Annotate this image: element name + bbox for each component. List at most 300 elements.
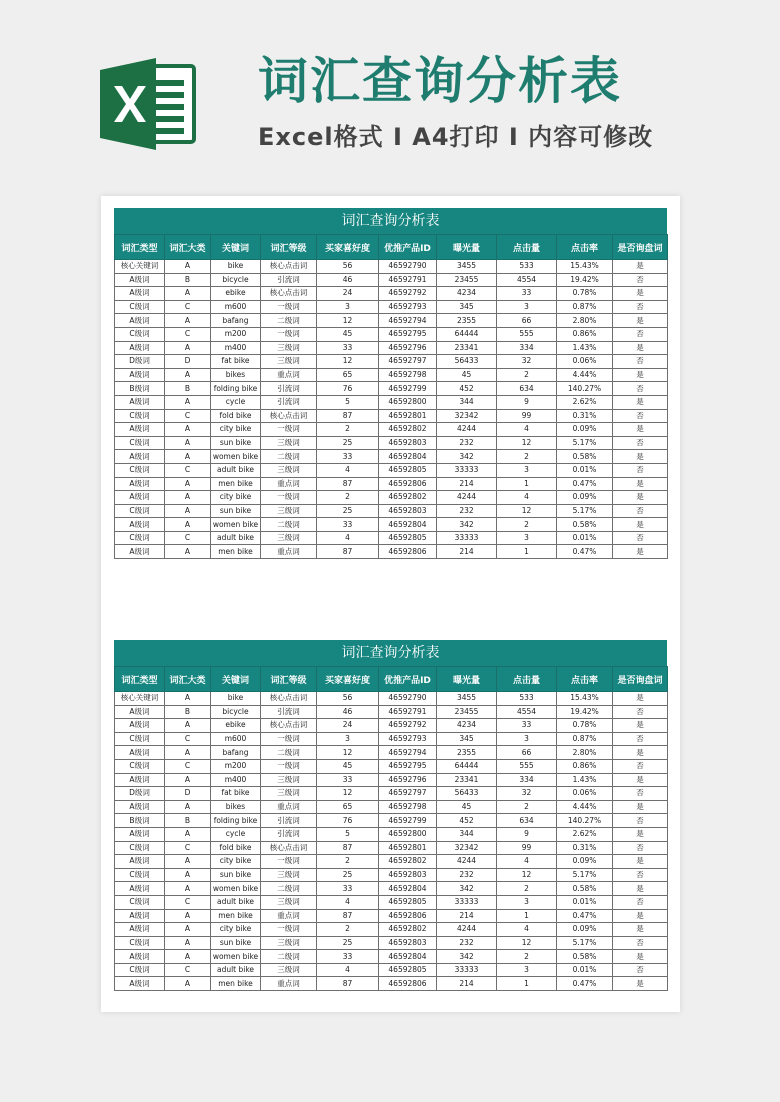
table-cell: A	[165, 504, 211, 518]
table-cell: C级词	[115, 732, 165, 746]
table-cell: 345	[437, 732, 497, 746]
table-cell: C级词	[115, 963, 165, 977]
table-cell: 24	[317, 287, 379, 301]
table-cell: 45	[437, 800, 497, 814]
table-cell: adult bike	[211, 963, 261, 977]
table-cell: 否	[613, 787, 668, 801]
table-cell: 是	[613, 395, 668, 409]
table-cell: 87	[317, 841, 379, 855]
table-cell: 否	[613, 463, 668, 477]
table-cell: B	[165, 273, 211, 287]
table-cell: 2355	[437, 314, 497, 328]
table-cell: A	[165, 909, 211, 923]
table-cell: 4234	[437, 719, 497, 733]
table-cell: A	[165, 491, 211, 505]
table-cell: m600	[211, 732, 261, 746]
table-cell: 0.01%	[557, 963, 613, 977]
table-cell: 4	[497, 491, 557, 505]
table-cell: 4	[317, 963, 379, 977]
table-cell: m400	[211, 773, 261, 787]
table-cell: 19.42%	[557, 705, 613, 719]
table-cell: 46592803	[379, 868, 437, 882]
table-cell: A	[165, 950, 211, 964]
table-cell: 66	[497, 314, 557, 328]
table-row	[115, 436, 668, 450]
table-cell: 46592800	[379, 395, 437, 409]
table-row	[115, 909, 668, 923]
table-row	[115, 692, 668, 706]
table-cell: 2	[497, 450, 557, 464]
table-cell: 232	[437, 504, 497, 518]
table-cell: 0.47%	[557, 977, 613, 991]
table-row	[115, 327, 668, 341]
table-cell: 87	[317, 545, 379, 559]
table-row	[115, 841, 668, 855]
table-cell: A级词	[115, 395, 165, 409]
table-cell: A级词	[115, 773, 165, 787]
table-cell: 是	[613, 827, 668, 841]
table-cell: C级词	[115, 504, 165, 518]
table-cell: 重点词	[261, 977, 317, 991]
table-cell: 否	[613, 895, 668, 909]
table-cell: 0.87%	[557, 732, 613, 746]
table-row	[115, 950, 668, 964]
table-row	[115, 314, 668, 328]
table-cell: 0.78%	[557, 287, 613, 301]
table-cell: 25	[317, 868, 379, 882]
table-cell: adult bike	[211, 463, 261, 477]
table-cell: 4.44%	[557, 368, 613, 382]
table-cell: 是	[613, 909, 668, 923]
table-cell: C	[165, 895, 211, 909]
table-cell: 引流词	[261, 273, 317, 287]
column-header: 是否询盘词	[613, 235, 668, 260]
table-row	[115, 545, 668, 559]
table-cell: 33	[317, 518, 379, 532]
table-cell: 1	[497, 477, 557, 491]
table-cell: 0.86%	[557, 759, 613, 773]
table-cell: 334	[497, 773, 557, 787]
table-cell: 1.43%	[557, 773, 613, 787]
table-cell: 33333	[437, 963, 497, 977]
table-cell: A级词	[115, 800, 165, 814]
table-row	[115, 382, 668, 396]
table-cell: 一级词	[261, 923, 317, 937]
table-cell: 二级词	[261, 882, 317, 896]
table-cell: 12	[317, 355, 379, 369]
table-row	[115, 814, 668, 828]
table-cell: 是	[613, 423, 668, 437]
table-cell: men bike	[211, 909, 261, 923]
table-cell: A	[165, 423, 211, 437]
column-header: 关键词	[211, 235, 261, 260]
table-cell: 24	[317, 719, 379, 733]
column-header: 词汇大类	[165, 667, 211, 692]
table-cell: 45	[317, 327, 379, 341]
table-row	[115, 531, 668, 545]
table-cell: 0.09%	[557, 923, 613, 937]
table-cell: 5.17%	[557, 936, 613, 950]
table-cell: 4554	[497, 705, 557, 719]
table-cell: 33333	[437, 463, 497, 477]
table-cell: m200	[211, 759, 261, 773]
table-cell: A级词	[115, 705, 165, 719]
table-cell: 3	[317, 732, 379, 746]
table-cell: A	[165, 545, 211, 559]
table-cell: 三级词	[261, 436, 317, 450]
table-cell: 5.17%	[557, 504, 613, 518]
table-cell: 三级词	[261, 787, 317, 801]
table-cell: bafang	[211, 314, 261, 328]
table-cell: 2	[497, 518, 557, 532]
table-cell: 重点词	[261, 800, 317, 814]
table-cell: 是	[613, 450, 668, 464]
table-cell: A	[165, 936, 211, 950]
table-cell: folding bike	[211, 814, 261, 828]
table-cell: 三级词	[261, 895, 317, 909]
table-cell: 3	[497, 732, 557, 746]
table-cell: fat bike	[211, 355, 261, 369]
table-cell: 否	[613, 273, 668, 287]
table-cell: 46592803	[379, 936, 437, 950]
table	[114, 234, 668, 559]
table-cell: women bike	[211, 518, 261, 532]
table-row	[115, 409, 668, 423]
table-cell: 是	[613, 314, 668, 328]
table-cell: 重点词	[261, 368, 317, 382]
table-row	[115, 463, 668, 477]
table-cell: 一级词	[261, 491, 317, 505]
table-cell: A	[165, 773, 211, 787]
table-cell: 334	[497, 341, 557, 355]
table-cell: cycle	[211, 827, 261, 841]
table-cell: 33333	[437, 531, 497, 545]
table-cell: A级词	[115, 477, 165, 491]
table-body	[115, 260, 668, 559]
table-cell: C级词	[115, 936, 165, 950]
table-cell: A	[165, 719, 211, 733]
table-cell: 2	[497, 950, 557, 964]
table-cell: 140.27%	[557, 814, 613, 828]
table-cell: 核心点击词	[261, 719, 317, 733]
table-cell: 344	[437, 395, 497, 409]
table-cell: 46592805	[379, 463, 437, 477]
column-header: 优推产品ID	[379, 667, 437, 692]
table-cell: bike	[211, 692, 261, 706]
column-header: 点击率	[557, 667, 613, 692]
table-cell: 634	[497, 382, 557, 396]
table-cell: 三级词	[261, 341, 317, 355]
table-cell: A级词	[115, 882, 165, 896]
table-cell: 0.06%	[557, 355, 613, 369]
table-cell: C	[165, 300, 211, 314]
table-cell: 0.58%	[557, 518, 613, 532]
table-cell: 是	[613, 746, 668, 760]
table-cell: 三级词	[261, 868, 317, 882]
table-cell: 0.01%	[557, 895, 613, 909]
table-cell: 56433	[437, 355, 497, 369]
table-cell: 46592805	[379, 963, 437, 977]
table-cell: 0.31%	[557, 409, 613, 423]
table-cell: 232	[437, 436, 497, 450]
table-row	[115, 395, 668, 409]
table-cell: 56433	[437, 787, 497, 801]
table-row	[115, 732, 668, 746]
table-cell: 0.47%	[557, 909, 613, 923]
table-cell: 是	[613, 950, 668, 964]
table-cell: fold bike	[211, 409, 261, 423]
table-cell: A	[165, 923, 211, 937]
table-cell: B	[165, 382, 211, 396]
table-cell: 一级词	[261, 300, 317, 314]
table-cell: 46592804	[379, 950, 437, 964]
table-cell: 0.87%	[557, 300, 613, 314]
table-cell: 1	[497, 909, 557, 923]
table-cell: 345	[437, 300, 497, 314]
table-cell: 45	[437, 368, 497, 382]
table-cell: 46592799	[379, 814, 437, 828]
table-cell: 否	[613, 327, 668, 341]
table-cell: 一级词	[261, 732, 317, 746]
table-cell: 重点词	[261, 909, 317, 923]
table-cell: A	[165, 800, 211, 814]
table-cell: 46592805	[379, 895, 437, 909]
table-cell: B	[165, 705, 211, 719]
table-cell: 33	[317, 341, 379, 355]
table-cell: fold bike	[211, 841, 261, 855]
table-cell: 214	[437, 477, 497, 491]
table-cell: 45	[317, 759, 379, 773]
table-cell: 33	[317, 882, 379, 896]
table-cell: A级词	[115, 827, 165, 841]
table-cell: A级词	[115, 855, 165, 869]
table-cell: 46592790	[379, 260, 437, 274]
table-cell: 23341	[437, 341, 497, 355]
table-cell: 232	[437, 868, 497, 882]
table-cell: 76	[317, 382, 379, 396]
table-cell: A级词	[115, 518, 165, 532]
column-header: 词汇类型	[115, 235, 165, 260]
table-cell: 12	[497, 936, 557, 950]
table-cell: 4	[497, 423, 557, 437]
table-cell: 232	[437, 936, 497, 950]
table-cell: 2	[317, 491, 379, 505]
table-cell: 二级词	[261, 314, 317, 328]
table-cell: ebike	[211, 719, 261, 733]
table-cell: 2	[317, 423, 379, 437]
table-cell: C级词	[115, 868, 165, 882]
table-cell: men bike	[211, 977, 261, 991]
table-cell: 46592806	[379, 977, 437, 991]
table-cell: men bike	[211, 477, 261, 491]
table-cell: 4244	[437, 855, 497, 869]
table-cell: 核心关键词	[115, 692, 165, 706]
table-cell: adult bike	[211, 531, 261, 545]
table-cell: 三级词	[261, 963, 317, 977]
table-cell: 是	[613, 368, 668, 382]
table-cell: 15.43%	[557, 260, 613, 274]
table-row	[115, 450, 668, 464]
table-cell: A	[165, 260, 211, 274]
keyword-table-1	[114, 208, 667, 559]
table-cell: 核心点击词	[261, 841, 317, 855]
table-cell: 是	[613, 260, 668, 274]
table-cell: 65	[317, 368, 379, 382]
table-cell: 核心点击词	[261, 692, 317, 706]
table-row	[115, 868, 668, 882]
table-cell: 3	[497, 531, 557, 545]
table-cell: 99	[497, 409, 557, 423]
table-row	[115, 719, 668, 733]
table-cell: city bike	[211, 491, 261, 505]
table-cell: 46592806	[379, 909, 437, 923]
table-cell: A级词	[115, 273, 165, 287]
table-cell: fat bike	[211, 787, 261, 801]
table-cell: 342	[437, 450, 497, 464]
table-cell: A级词	[115, 545, 165, 559]
table-cell: 是	[613, 491, 668, 505]
table-cell: A级词	[115, 909, 165, 923]
table-cell: 4554	[497, 273, 557, 287]
table-cell: 46592802	[379, 923, 437, 937]
page-subtitle: Excel格式 I A4打印 I 内容可修改	[258, 123, 654, 151]
column-header: 词汇大类	[165, 235, 211, 260]
table-cell: sun bike	[211, 936, 261, 950]
column-header: 曝光量	[437, 667, 497, 692]
table-cell: 是	[613, 882, 668, 896]
table-cell: A级词	[115, 450, 165, 464]
table-cell: 46592805	[379, 531, 437, 545]
table-cell: bicycle	[211, 273, 261, 287]
table-cell: 12	[317, 314, 379, 328]
table-cell: 0.01%	[557, 531, 613, 545]
column-header: 关键词	[211, 667, 261, 692]
table-cell: 23455	[437, 273, 497, 287]
table-cell: 33	[317, 450, 379, 464]
table-cell: A	[165, 882, 211, 896]
table-cell: 46592804	[379, 882, 437, 896]
table-cell: 46592802	[379, 423, 437, 437]
table-cell: 4.44%	[557, 800, 613, 814]
table-cell: 46592802	[379, 855, 437, 869]
table-row	[115, 273, 668, 287]
table-cell: C	[165, 327, 211, 341]
table-cell: 25	[317, 936, 379, 950]
table-cell: women bike	[211, 950, 261, 964]
table-row	[115, 300, 668, 314]
table-cell: 0.31%	[557, 841, 613, 855]
table-cell: cycle	[211, 395, 261, 409]
table-cell: 5.17%	[557, 868, 613, 882]
table-cell: 0.09%	[557, 423, 613, 437]
table-cell: 555	[497, 759, 557, 773]
table-cell: 87	[317, 909, 379, 923]
table-cell: 是	[613, 287, 668, 301]
table-cell: 3	[317, 300, 379, 314]
table-cell: bike	[211, 260, 261, 274]
column-header: 词汇类型	[115, 667, 165, 692]
table-cell: 否	[613, 759, 668, 773]
column-header: 曝光量	[437, 235, 497, 260]
table-cell: 23455	[437, 705, 497, 719]
table-cell: 否	[613, 300, 668, 314]
table-cell: 核心点击词	[261, 260, 317, 274]
table-cell: 否	[613, 355, 668, 369]
table-cell: 140.27%	[557, 382, 613, 396]
table-cell: 12	[317, 787, 379, 801]
table	[114, 666, 668, 991]
table-cell: 5	[317, 827, 379, 841]
table-cell: 3	[497, 463, 557, 477]
table-cell: 0.78%	[557, 719, 613, 733]
table-cell: 452	[437, 814, 497, 828]
table-row	[115, 827, 668, 841]
table-row	[115, 855, 668, 869]
table-cell: A	[165, 692, 211, 706]
table-cell: 12	[497, 436, 557, 450]
table-cell: 一级词	[261, 759, 317, 773]
column-header: 优推产品ID	[379, 235, 437, 260]
table-cell: 三级词	[261, 936, 317, 950]
table-cell: 1.43%	[557, 341, 613, 355]
table-cell: A级词	[115, 368, 165, 382]
table-cell: 46592792	[379, 719, 437, 733]
table-cell: 3455	[437, 260, 497, 274]
table-cell: 0.47%	[557, 545, 613, 559]
table-row	[115, 504, 668, 518]
table-cell: 64444	[437, 327, 497, 341]
table-cell: 32342	[437, 409, 497, 423]
table-cell: 46592793	[379, 732, 437, 746]
table-cell: 二级词	[261, 746, 317, 760]
table-cell: C级词	[115, 895, 165, 909]
table-cell: 3	[497, 300, 557, 314]
table-title: 词汇查询分析表	[114, 640, 667, 666]
table-cell: 46592796	[379, 341, 437, 355]
table-cell: C级词	[115, 531, 165, 545]
table-cell: 46592806	[379, 545, 437, 559]
table-cell: 4244	[437, 423, 497, 437]
table-cell: 三级词	[261, 504, 317, 518]
table-cell: 9	[497, 395, 557, 409]
table-cell: 二级词	[261, 518, 317, 532]
table-cell: A	[165, 868, 211, 882]
table-row	[115, 260, 668, 274]
table-cell: B级词	[115, 382, 165, 396]
table-cell: 214	[437, 909, 497, 923]
table-cell: city bike	[211, 855, 261, 869]
table-cell: 2	[317, 855, 379, 869]
table-cell: 46592803	[379, 504, 437, 518]
table-cell: 三级词	[261, 463, 317, 477]
table-cell: 否	[613, 814, 668, 828]
table-cell: 46592804	[379, 450, 437, 464]
table-cell: 1	[497, 977, 557, 991]
table-cell: B	[165, 814, 211, 828]
table-cell: A级词	[115, 491, 165, 505]
table-cell: 核心点击词	[261, 409, 317, 423]
table-cell: 12	[497, 868, 557, 882]
table-cell: city bike	[211, 423, 261, 437]
document-sheet	[101, 196, 680, 1012]
table-cell: 2	[317, 923, 379, 937]
table-cell: 是	[613, 477, 668, 491]
table-cell: 32	[497, 355, 557, 369]
table-cell: bikes	[211, 368, 261, 382]
table-cell: C	[165, 732, 211, 746]
table-cell: A级词	[115, 950, 165, 964]
table-cell: 引流词	[261, 382, 317, 396]
